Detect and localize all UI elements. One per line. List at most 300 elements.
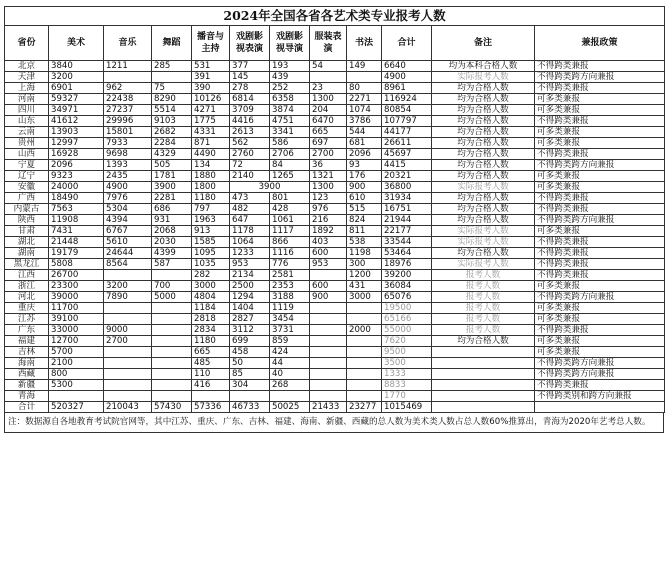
header-row	[5, 26, 665, 61]
column-header: 音乐	[104, 26, 152, 61]
table-row	[5, 160, 665, 171]
table-cell: 268	[270, 380, 310, 391]
table-cell: 282	[192, 270, 230, 281]
table-cell: 1963	[192, 215, 230, 226]
table-row	[5, 380, 665, 391]
table-cell	[432, 369, 535, 380]
table-cell: 9000	[104, 325, 152, 336]
table-cell: 900	[310, 292, 347, 303]
table-cell: 39200	[382, 270, 432, 281]
table-cell	[152, 270, 192, 281]
province-cell: 陕西	[5, 215, 49, 226]
province-cell: 合计	[5, 402, 49, 413]
table-cell: 697	[310, 138, 347, 149]
table-cell: 实际报考人数	[432, 226, 535, 237]
table-cell: 6358	[270, 94, 310, 105]
table-cell	[152, 369, 192, 380]
table-cell: 1064	[230, 237, 270, 248]
table-cell: 39000	[49, 292, 104, 303]
table-cell: 80854	[382, 105, 432, 116]
table-cell: 800	[49, 369, 104, 380]
table-cell	[347, 358, 382, 369]
table-row	[5, 314, 665, 325]
table-cell: 285	[152, 61, 192, 72]
table-cell	[347, 380, 382, 391]
province-cell: 青海	[5, 391, 49, 402]
table-cell: 3000	[192, 281, 230, 292]
table-cell: 报考人数	[432, 314, 535, 325]
table-cell: 可多类兼报	[535, 336, 665, 347]
table-cell: 4331	[192, 127, 230, 138]
table-cell: 3188	[270, 292, 310, 303]
table-cell	[310, 358, 347, 369]
table-row	[5, 325, 665, 336]
table-cell: 10126	[192, 94, 230, 105]
data-table	[4, 6, 665, 413]
table-cell: 可多类兼报	[535, 347, 665, 358]
table-cell: 实际报考人数	[432, 237, 535, 248]
table-cell: 44177	[382, 127, 432, 138]
province-cell: 黑龙江	[5, 259, 49, 270]
table-cell	[49, 391, 104, 402]
table-cell: 4394	[104, 215, 152, 226]
table-cell: 278	[230, 83, 270, 94]
province-cell: 广东	[5, 325, 49, 336]
table-row	[5, 270, 665, 281]
table-cell: 9323	[49, 171, 104, 182]
table-row	[5, 369, 665, 380]
table-cell: 801	[270, 193, 310, 204]
table-cell: 不得跨类兼报	[535, 83, 665, 94]
table-cell: 2353	[270, 281, 310, 292]
table-cell: 23300	[49, 281, 104, 292]
province-cell: 湖北	[5, 237, 49, 248]
table-cell: 600	[310, 281, 347, 292]
table-cell: 均为合格人数	[432, 149, 535, 160]
table-cell: 可多类兼报	[535, 303, 665, 314]
table-row	[5, 138, 665, 149]
table-cell: 2096	[347, 149, 382, 160]
table-cell: 216	[310, 215, 347, 226]
table-cell: 均为合格人数	[432, 171, 535, 182]
province-cell: 海南	[5, 358, 49, 369]
table-cell: 1321	[310, 171, 347, 182]
table-cell: 3709	[230, 105, 270, 116]
province-cell: 云南	[5, 127, 49, 138]
table-cell: 515	[347, 204, 382, 215]
table-cell: 41612	[49, 116, 104, 127]
table-cell: 1770	[382, 391, 432, 402]
province-cell: 江西	[5, 270, 49, 281]
table-cell	[432, 402, 535, 413]
table-row	[5, 303, 665, 314]
table-cell: 439	[270, 72, 310, 83]
column-header: 服装表演	[310, 26, 347, 61]
table-cell: 485	[192, 358, 230, 369]
province-cell: 甘肃	[5, 226, 49, 237]
table-cell: 110	[192, 369, 230, 380]
table-cell: 859	[270, 336, 310, 347]
table-row	[5, 226, 665, 237]
column-header: 美术	[49, 26, 104, 61]
table-cell: 866	[270, 237, 310, 248]
table-cell: 304	[230, 380, 270, 391]
province-cell: 河南	[5, 94, 49, 105]
table-cell: 可多类兼报	[535, 138, 665, 149]
table-cell: 不得跨类跨方向兼报	[535, 369, 665, 380]
column-header: 省份	[5, 26, 49, 61]
table-row	[5, 248, 665, 259]
table-cell: 可多类兼报	[535, 226, 665, 237]
table-cell: 2140	[230, 171, 270, 182]
table-cell: 3200	[49, 72, 104, 83]
table-cell: 7620	[382, 336, 432, 347]
table-cell: 5300	[49, 380, 104, 391]
table-cell: 7976	[104, 193, 152, 204]
table-cell: 5000	[152, 292, 192, 303]
table-cell: 16751	[382, 204, 432, 215]
province-cell: 北京	[5, 61, 49, 72]
province-cell: 辽宁	[5, 171, 49, 182]
table-cell: 2818	[192, 314, 230, 325]
table-cell: 不得跨类跨方向兼报	[535, 292, 665, 303]
table-cell: 4900	[104, 182, 152, 193]
table-cell: 50025	[270, 402, 310, 413]
table-row	[5, 358, 665, 369]
table-cell	[152, 325, 192, 336]
table-cell: 33000	[49, 325, 104, 336]
table-cell	[152, 314, 192, 325]
table-cell: 39100	[49, 314, 104, 325]
table-cell: 1880	[192, 171, 230, 182]
table-cell	[310, 314, 347, 325]
table-cell: 不得跨类兼报	[535, 380, 665, 391]
table-cell: 4900	[382, 72, 432, 83]
table-cell: 3000	[347, 292, 382, 303]
table-row	[5, 281, 665, 292]
table-cell: 1211	[104, 61, 152, 72]
province-cell: 浙江	[5, 281, 49, 292]
table-cell: 3500	[382, 358, 432, 369]
table-cell: 均为合格人数	[432, 94, 535, 105]
table-cell: 15801	[104, 127, 152, 138]
table-cell: 5514	[152, 105, 192, 116]
table-cell: 1585	[192, 237, 230, 248]
table-cell: 16928	[49, 149, 104, 160]
table-cell: 4399	[152, 248, 192, 259]
table-cell	[104, 303, 152, 314]
table-cell: 不得跨类兼报	[535, 248, 665, 259]
table-cell: 1117	[270, 226, 310, 237]
table-cell: 可多类兼报	[535, 182, 665, 193]
table-cell: 377	[230, 61, 270, 72]
table-cell: 1333	[382, 369, 432, 380]
table-row	[5, 402, 665, 413]
table-cell	[535, 402, 665, 413]
table-cell	[152, 347, 192, 358]
table-cell: 1300	[310, 94, 347, 105]
table-cell: 962	[104, 83, 152, 94]
table-cell: 9698	[104, 149, 152, 160]
table-cell	[432, 358, 535, 369]
table-cell: 57430	[152, 402, 192, 413]
table-cell: 2500	[230, 281, 270, 292]
table-cell	[104, 347, 152, 358]
table-cell: 1198	[347, 248, 382, 259]
table-cell: 12700	[49, 336, 104, 347]
table-cell: 26611	[382, 138, 432, 149]
table-cell: 可多类兼报	[535, 281, 665, 292]
province-cell: 宁夏	[5, 160, 49, 171]
table-cell: 均为合格人数	[432, 336, 535, 347]
province-cell: 河北	[5, 292, 49, 303]
table-cell: 6814	[230, 94, 270, 105]
table-cell: 报考人数	[432, 270, 535, 281]
table-cell: 可多类兼报	[535, 127, 665, 138]
table-cell	[310, 369, 347, 380]
table-cell: 913	[192, 226, 230, 237]
table-cell: 123	[310, 193, 347, 204]
table-cell: 4804	[192, 292, 230, 303]
table-cell: 均为合格人数	[432, 138, 535, 149]
table-cell: 均为合格人数	[432, 215, 535, 226]
table-cell: 3786	[347, 116, 382, 127]
table-cell: 2435	[104, 171, 152, 182]
table-cell: 不得跨类兼报	[535, 270, 665, 281]
province-cell: 湖南	[5, 248, 49, 259]
table-cell	[432, 380, 535, 391]
table-cell: 4416	[230, 116, 270, 127]
province-cell: 江苏	[5, 314, 49, 325]
table-cell: 不得跨类跨方向兼报	[535, 72, 665, 83]
table-cell: 93	[347, 160, 382, 171]
table-cell: 544	[347, 127, 382, 138]
table-cell: 57336	[192, 402, 230, 413]
table-cell: 27237	[104, 105, 152, 116]
table-row	[5, 347, 665, 358]
table-cell: 实际报考人数	[432, 259, 535, 270]
table-cell: 8833	[382, 380, 432, 391]
table-cell: 210043	[104, 402, 152, 413]
table-cell: 4751	[270, 116, 310, 127]
column-header: 戏剧影视表演	[230, 26, 270, 61]
table-cell: 21433	[310, 402, 347, 413]
table-cell: 5700	[49, 347, 104, 358]
table-cell	[310, 336, 347, 347]
table-cell: 5304	[104, 204, 152, 215]
table-cell: 54	[310, 61, 347, 72]
table-cell: 458	[230, 347, 270, 358]
table-row	[5, 94, 665, 105]
table-cell: 5808	[49, 259, 104, 270]
table-cell: 5610	[104, 237, 152, 248]
table-cell	[347, 314, 382, 325]
table-cell: 不得跨类兼报	[535, 204, 665, 215]
table-cell: 600	[310, 248, 347, 259]
table-cell	[192, 391, 230, 402]
table-cell: 报考人数	[432, 292, 535, 303]
table-cell: 55000	[382, 325, 432, 336]
table-cell: 22177	[382, 226, 432, 237]
table-cell	[104, 358, 152, 369]
table-cell	[230, 391, 270, 402]
table-title: 2024年全国各省各艺术类专业报考人数	[5, 7, 665, 26]
table-cell: 1095	[192, 248, 230, 259]
province-cell: 吉林	[5, 347, 49, 358]
province-cell: 广西	[5, 193, 49, 204]
table-row	[5, 204, 665, 215]
column-header: 兼报政策	[535, 26, 665, 61]
table-cell: 116924	[382, 94, 432, 105]
table-cell: 均为合格人数	[432, 204, 535, 215]
table-cell: 2030	[152, 237, 192, 248]
table-cell	[347, 336, 382, 347]
table-cell: 2760	[230, 149, 270, 160]
table-cell: 252	[270, 83, 310, 94]
table-cell: 53464	[382, 248, 432, 259]
table-cell: 40	[270, 369, 310, 380]
table-cell: 均为合格人数	[432, 105, 535, 116]
table-cell: 22438	[104, 94, 152, 105]
table-cell: 实际报考人数	[432, 182, 535, 193]
table-cell: 1233	[230, 248, 270, 259]
table-cell	[152, 303, 192, 314]
table-cell: 21448	[49, 237, 104, 248]
table-cell: 13903	[49, 127, 104, 138]
province-cell: 山西	[5, 149, 49, 160]
table-cell: 3341	[270, 127, 310, 138]
table-cell: 3200	[104, 281, 152, 292]
table-cell: 34971	[49, 105, 104, 116]
table-cell: 可多类兼报	[535, 314, 665, 325]
table-row	[5, 105, 665, 116]
table-cell	[104, 270, 152, 281]
title-row	[5, 7, 665, 26]
table-cell	[270, 391, 310, 402]
table-cell: 1294	[230, 292, 270, 303]
table-cell: 976	[310, 204, 347, 215]
table-cell: 不得跨类跨方向兼报	[535, 215, 665, 226]
province-cell: 山东	[5, 116, 49, 127]
table-cell	[310, 347, 347, 358]
table-cell: 562	[230, 138, 270, 149]
table-cell: 647	[230, 215, 270, 226]
table-cell: 134	[192, 160, 230, 171]
table-cell: 1892	[310, 226, 347, 237]
table-cell	[152, 72, 192, 83]
table-cell: 24644	[104, 248, 152, 259]
table-cell: 686	[152, 204, 192, 215]
table-cell: 24000	[49, 182, 104, 193]
table-cell: 2281	[152, 193, 192, 204]
table-cell: 424	[270, 347, 310, 358]
table-cell: 610	[347, 193, 382, 204]
table-cell: 均为合格人数	[432, 160, 535, 171]
table-cell	[310, 72, 347, 83]
table-row	[5, 116, 665, 127]
table-cell: 4329	[152, 149, 192, 160]
table-cell: 18976	[382, 259, 432, 270]
table-cell: 报考人数	[432, 281, 535, 292]
table-cell: 7933	[104, 138, 152, 149]
table-cell	[432, 347, 535, 358]
table-cell: 不得跨类兼报	[535, 149, 665, 160]
table-cell: 33544	[382, 237, 432, 248]
table-cell: 176	[347, 171, 382, 182]
province-cell: 贵州	[5, 138, 49, 149]
table-cell: 586	[270, 138, 310, 149]
table-cell: 不得跨类兼报	[535, 116, 665, 127]
table-cell: 46733	[230, 402, 270, 413]
column-header: 书法	[347, 26, 382, 61]
table-cell: 均为合格人数	[432, 83, 535, 94]
table-cell: 均为合格人数	[432, 127, 535, 138]
table-cell: 80	[347, 83, 382, 94]
table-cell: 可多类兼报	[535, 105, 665, 116]
table-cell: 不得跨类兼报	[535, 325, 665, 336]
table-cell: 1393	[104, 160, 152, 171]
table-cell: 8290	[152, 94, 192, 105]
table-cell: 403	[310, 237, 347, 248]
table-cell: 531	[192, 61, 230, 72]
province-cell: 安徽	[5, 182, 49, 193]
table-cell: 1074	[347, 105, 382, 116]
table-cell: 871	[192, 138, 230, 149]
table-cell: 36800	[382, 182, 432, 193]
table-row	[5, 259, 665, 270]
table-cell: 587	[152, 259, 192, 270]
table-cell: 可多类兼报	[535, 94, 665, 105]
province-cell: 新疆	[5, 380, 49, 391]
table-cell: 2068	[152, 226, 192, 237]
table-cell: 1184	[192, 303, 230, 314]
province-cell: 四川	[5, 105, 49, 116]
table-cell	[104, 314, 152, 325]
table-cell: 20321	[382, 171, 432, 182]
table-cell: 2834	[192, 325, 230, 336]
table-cell: 538	[347, 237, 382, 248]
table-cell	[347, 347, 382, 358]
table-cell: 3454	[270, 314, 310, 325]
table-cell	[347, 369, 382, 380]
table-row	[5, 193, 665, 204]
table-cell: 1035	[192, 259, 230, 270]
table-cell: 36	[310, 160, 347, 171]
table-cell: 75	[152, 83, 192, 94]
column-header: 戏剧影视导演	[270, 26, 310, 61]
table-cell: 均为合格人数	[432, 248, 535, 259]
table-cell	[152, 336, 192, 347]
table-cell: 900	[347, 182, 382, 193]
table-cell: 2700	[104, 336, 152, 347]
table-cell: 84	[270, 160, 310, 171]
table-cell: 11700	[49, 303, 104, 314]
table-cell: 23277	[347, 402, 382, 413]
table-cell: 699	[230, 336, 270, 347]
table-cell: 18490	[49, 193, 104, 204]
table-cell	[104, 391, 152, 402]
table-cell: 416	[192, 380, 230, 391]
table-cell: 45697	[382, 149, 432, 160]
table-row	[5, 215, 665, 226]
table-cell	[432, 391, 535, 402]
table-cell: 均为本科合格人数	[432, 61, 535, 72]
table-cell: 44	[270, 358, 310, 369]
table-cell: 931	[152, 215, 192, 226]
table-cell: 不得跨类跨方向兼报	[535, 358, 665, 369]
footnote: 注：数据源自各地教育考试院官网等，其中江苏、重庆、广东、吉林、福建、海南、新疆、西藏的总人数为美术类人数占总人数60%推算出，青海为2020年艺考总人数。	[4, 413, 664, 433]
table-cell: 19500	[382, 303, 432, 314]
